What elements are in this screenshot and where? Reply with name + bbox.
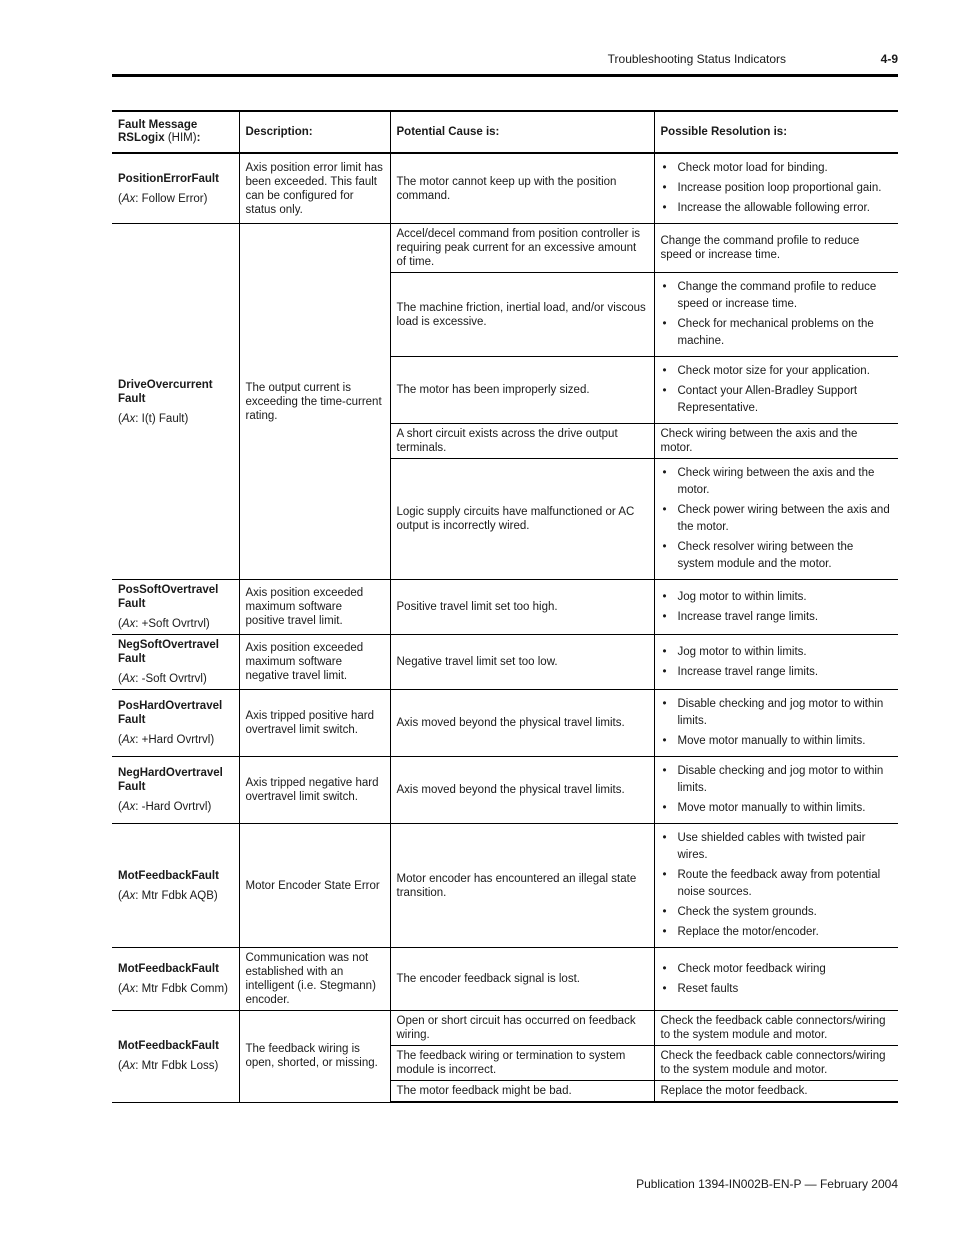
fault-message-cell: [112, 757, 239, 824]
header-him: (HIM): [164, 132, 197, 144]
resolution-item: • Disable checking and jog motor to within limits.: [661, 763, 893, 797]
fault-name: MotFeedbackFault: [118, 963, 219, 975]
fault-table: [112, 110, 898, 1103]
potential-cause-cell: Negative travel limit set too low.: [390, 635, 654, 690]
him-prefix: Ax: [121, 983, 136, 995]
table-row: [112, 153, 898, 224]
fault-him-code: (Ax: Mtr Fdbk Loss): [118, 1060, 219, 1073]
potential-cause-cell: The machine friction, inertial load, and/or viscous load is excessive.: [390, 273, 654, 357]
fault-message-cell: [112, 824, 239, 948]
potential-cause-cell: Axis moved beyond the physical travel limits.: [390, 690, 654, 757]
resolution-item: • Check motor load for binding.: [661, 160, 893, 177]
potential-cause-cell: Positive travel limit set too high.: [390, 580, 654, 635]
resolution-item: • Check wiring between the axis and the motor.: [661, 465, 893, 499]
description-cell: Axis position exceeded maximum software negative travel limit.: [239, 635, 390, 690]
header-description: Description:: [239, 111, 390, 153]
resolution-list: [661, 279, 893, 350]
resolution-item: • Move motor manually to within limits.: [661, 733, 893, 750]
resolution-item: • Increase position loop proportional gain.: [661, 180, 893, 197]
running-header-title: Troubleshooting Status Indicators: [607, 52, 786, 66]
resolution-cell: Change the command profile to reduce speed or increase time.: [654, 224, 898, 273]
him-prefix: Ax: [121, 412, 136, 425]
description-cell: Axis tripped positive hard overtravel limit switch.: [239, 690, 390, 757]
him-prefix: Ax: [121, 1060, 136, 1073]
fault-message-cell: [112, 153, 239, 224]
fault-him-code: (Ax: Mtr Fdbk Comm): [118, 983, 228, 995]
potential-cause-cell: The encoder feedback signal is lost.: [390, 948, 654, 1011]
fault-name: MotFeedbackFault: [118, 869, 219, 882]
potential-cause-cell: The feedback wiring or termination to system module is incorrect.: [390, 1046, 654, 1081]
table-row: [112, 824, 898, 948]
resolution-cell: [654, 580, 898, 635]
potential-cause-cell: Axis moved beyond the physical travel limits.: [390, 757, 654, 824]
potential-cause-cell: The motor feedback might be bad.: [390, 1081, 654, 1103]
fault-message-cell: [112, 948, 239, 1011]
header-potential-cause: Potential Cause is:: [390, 111, 654, 153]
table-row: [112, 580, 898, 635]
potential-cause-cell: A short circuit exists across the drive output terminals.: [390, 424, 654, 459]
resolution-cell: Check the feedback cable connectors/wiring to the system module and motor.: [654, 1011, 898, 1046]
resolution-cell: [654, 757, 898, 824]
table-row: [112, 757, 898, 824]
fault-him-code: (Ax: Follow Error): [118, 192, 208, 205]
resolution-item: • Increase the allowable following error.: [661, 200, 893, 217]
him-code: : +Hard Ovrtrvl): [135, 734, 215, 746]
resolution-item: • Reset faults: [661, 981, 893, 998]
resolution-cell: [654, 357, 898, 424]
resolution-cell: [654, 690, 898, 757]
fault-name: DriveOvercurrent Fault: [118, 378, 213, 405]
page-number: 4-9: [880, 52, 898, 66]
fault-name: MotFeedbackFault: [118, 1040, 219, 1053]
header-rslogix: RSLogix: [118, 132, 165, 144]
description-cell: Communication was not established with an intelligent (i.e. Stegmann) encoder.: [239, 948, 390, 1011]
resolution-cell: [654, 273, 898, 357]
resolution-list: [661, 589, 893, 626]
header-possible-resolution: Possible Resolution is:: [654, 111, 898, 153]
table-row: [112, 690, 898, 757]
fault-him-code: (Ax: -Hard Ovrtrvl): [118, 801, 212, 813]
resolution-cell: [654, 635, 898, 690]
fault-message-cell: [112, 224, 239, 580]
resolution-item: • Move motor manually to within limits.: [661, 800, 893, 817]
him-prefix: Ax: [121, 192, 136, 205]
resolution-item: • Jog motor to within limits.: [661, 644, 893, 661]
resolution-item: • Check motor feedback wiring: [661, 961, 893, 978]
table-row: [112, 1011, 898, 1046]
resolution-item: • Contact your Allen-Bradley Support Representative.: [661, 383, 893, 417]
resolution-item: • Check power wiring between the axis and the motor.: [661, 502, 893, 536]
resolution-item: • Replace the motor/encoder.: [661, 924, 893, 941]
him-code: : -Soft Ovrtrvl): [135, 673, 207, 685]
potential-cause-cell: Accel/decel command from position controller is requiring peak current for an excessive amount of time.: [390, 224, 654, 273]
description-cell: Axis position exceeded maximum software positive travel limit.: [239, 580, 390, 635]
resolution-cell: Check wiring between the axis and the motor.: [654, 424, 898, 459]
resolution-item: • Check for mechanical problems on the machine.: [661, 316, 893, 350]
table-row: [112, 224, 898, 273]
description-cell: Motor Encoder State Error: [239, 824, 390, 948]
him-prefix: Ax: [121, 673, 136, 685]
description-cell: Axis tripped negative hard overtravel limit switch.: [239, 757, 390, 824]
fault-him-code: (Ax: +Hard Ovrtrvl): [118, 734, 215, 746]
resolution-item: • Jog motor to within limits.: [661, 589, 893, 606]
resolution-item: • Use shielded cables with twisted pair wires.: [661, 830, 893, 864]
fault-name: PosHardOvertravel Fault: [118, 700, 223, 726]
header-colon: :: [196, 132, 201, 144]
fault-him-code: (Ax: Mtr Fdbk AQB): [118, 889, 218, 902]
resolution-cell: Check the feedback cable connectors/wiring to the system module and motor.: [654, 1046, 898, 1081]
resolution-list: [661, 363, 893, 417]
resolution-item: • Route the feedback away from potential noise sources.: [661, 867, 893, 901]
resolution-item: • Increase travel range limits.: [661, 609, 893, 626]
resolution-item: • Change the command profile to reduce speed or increase time.: [661, 279, 893, 313]
potential-cause-cell: The motor cannot keep up with the position command.: [390, 153, 654, 224]
him-prefix: Ax: [121, 801, 136, 813]
potential-cause-cell: The motor has been improperly sized.: [390, 357, 654, 424]
fault-message-cell: [112, 690, 239, 757]
him-code: : +Soft Ovrtrvl): [135, 618, 210, 630]
potential-cause-cell: Logic supply circuits have malfunctioned or AC output is incorrectly wired.: [390, 459, 654, 580]
fault-him-code: (Ax: -Soft Ovrtrvl): [118, 673, 207, 685]
resolution-cell: [654, 459, 898, 580]
fault-message-cell: [112, 1011, 239, 1103]
him-code: : I(t) Fault): [135, 412, 189, 425]
resolution-item: • Check the system grounds.: [661, 904, 893, 921]
resolution-item: • Check motor size for your application.: [661, 363, 893, 380]
header-rule: [112, 74, 898, 77]
resolution-list: [661, 644, 893, 681]
resolution-cell: Replace the motor feedback.: [654, 1081, 898, 1103]
him-prefix: Ax: [121, 734, 136, 746]
table-header-row: [112, 111, 898, 153]
description-cell: The output current is exceeding the time-current rating.: [239, 224, 390, 580]
fault-name: PosSoftOvertravel Fault: [118, 584, 219, 610]
him-code: : Mtr Fdbk Comm): [135, 983, 228, 995]
resolution-item: • Disable checking and jog motor to within limits.: [661, 696, 893, 730]
him-code: : Mtr Fdbk AQB): [135, 889, 218, 902]
description-cell: The feedback wiring is open, shorted, or missing.: [239, 1011, 390, 1103]
table-row: [112, 635, 898, 690]
resolution-item: • Increase travel range limits.: [661, 664, 893, 681]
header-fault-line1: Fault Message: [118, 119, 198, 131]
header-fault-message: [112, 111, 239, 153]
fault-name: PositionErrorFault: [118, 172, 219, 185]
resolution-list: [661, 830, 893, 941]
description-cell: Axis position error limit has been exceeded. This fault can be configured for status only.: [239, 153, 390, 224]
fault-message-cell: [112, 580, 239, 635]
table-row: [112, 948, 898, 1011]
resolution-item: • Check resolver wiring between the system module and the motor.: [661, 539, 893, 573]
him-code: : -Hard Ovrtrvl): [135, 801, 212, 813]
him-prefix: Ax: [121, 889, 136, 902]
resolution-cell: [654, 153, 898, 224]
resolution-cell: [654, 948, 898, 1011]
fault-him-code: (Ax: +Soft Ovrtrvl): [118, 618, 210, 630]
him-code: : Follow Error): [135, 192, 208, 205]
resolution-list: [661, 961, 893, 998]
fault-name: NegHardOvertravel Fault: [118, 767, 223, 793]
resolution-list: [661, 696, 893, 750]
fault-name: NegSoftOvertravel Fault: [118, 639, 219, 665]
potential-cause-cell: Motor encoder has encountered an illegal state transition.: [390, 824, 654, 948]
him-code: : Mtr Fdbk Loss): [135, 1060, 219, 1073]
resolution-list: [661, 465, 893, 573]
him-prefix: Ax: [121, 618, 136, 630]
fault-message-cell: [112, 635, 239, 690]
fault-him-code: (Ax: I(t) Fault): [118, 412, 189, 425]
resolution-cell: [654, 824, 898, 948]
publication-footer: Publication 1394-IN002B-EN-P — February 2004: [636, 1177, 898, 1191]
resolution-list: [661, 763, 893, 817]
resolution-list: [661, 160, 893, 217]
potential-cause-cell: Open or short circuit has occurred on feedback wiring.: [390, 1011, 654, 1046]
